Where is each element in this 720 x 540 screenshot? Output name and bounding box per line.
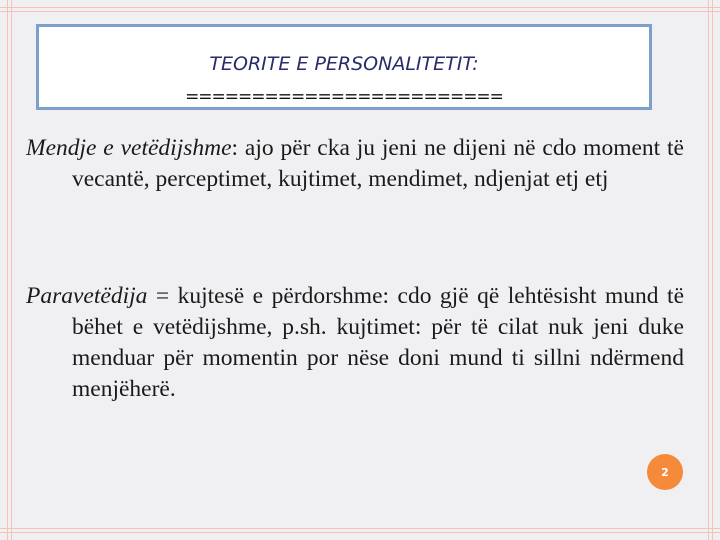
slide-title: TEORITE E PERSONALITETIT: bbox=[209, 53, 479, 75]
frame-line-top-inner bbox=[0, 11, 720, 12]
frame-line-left-inner bbox=[11, 0, 12, 540]
frame-line-top bbox=[0, 7, 720, 8]
title-box bbox=[36, 24, 652, 110]
title-underline-rule: ======================== bbox=[185, 87, 503, 107]
paragraph-preconscious bbox=[26, 281, 684, 405]
page-number-badge: 2 bbox=[647, 454, 683, 490]
frame-line-bottom-inner bbox=[0, 528, 720, 529]
paragraph-text: = kujtesë e përdorshme: cdo gjë që lehtësisht mund të bëhet e vetëdijshme, p.sh. kujtimet: për të cilat nuk jeni duke menduar për momentin por nëse doni mund ti sillni ndërmend menjëherë. bbox=[72, 283, 684, 402]
paragraph-term: Mendje e vetëdijshme bbox=[26, 135, 232, 161]
frame-line-left bbox=[7, 0, 8, 540]
frame-line-right-inner bbox=[708, 0, 709, 540]
frame-line-right bbox=[712, 0, 713, 540]
paragraph-term: Paravetëdija bbox=[26, 283, 148, 309]
paragraph-conscious-mind bbox=[26, 133, 684, 195]
frame-line-bottom bbox=[0, 532, 720, 533]
paragraph-text: : ajo për cka ju jeni ne dijeni në cdo moment të vecantë, perceptimet, kujtimet, mendimet, ndjenjat etj etj bbox=[72, 135, 684, 192]
